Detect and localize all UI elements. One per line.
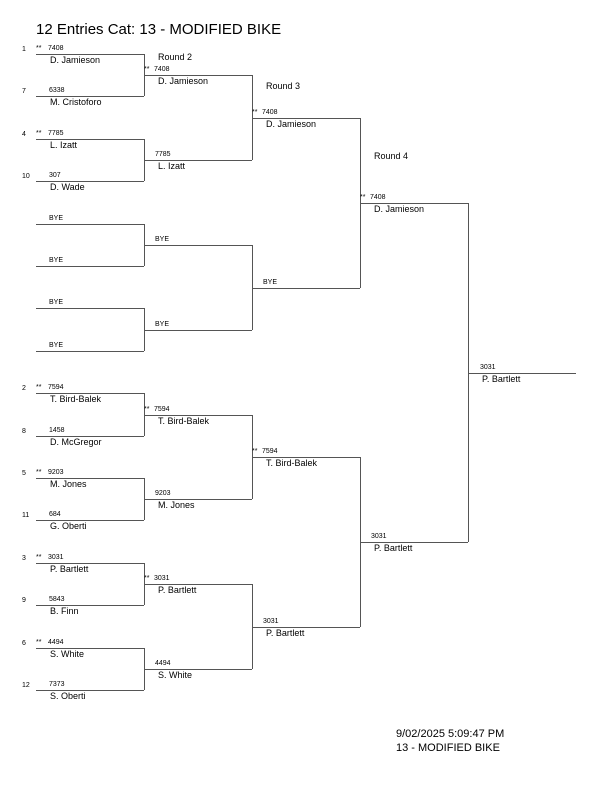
entry-number: 7408: [154, 66, 170, 73]
seed-number: 6: [22, 640, 26, 647]
entry-name: D. Jamieson: [158, 76, 209, 86]
entry-number: 7373: [49, 681, 65, 688]
entry-number: 4494: [155, 660, 171, 667]
seed-number: 4: [22, 131, 26, 138]
entry-name: S. Oberti: [50, 691, 86, 701]
bracket-line: [144, 245, 252, 246]
entry-number: BYE: [155, 321, 170, 328]
entry-number: 3031: [263, 618, 279, 625]
round-2-label: Round 2: [158, 52, 193, 62]
entry-name: S. White: [50, 649, 85, 659]
entry-number: 9203: [155, 490, 171, 497]
bracket-line: [36, 224, 144, 225]
bracket-line: [36, 266, 144, 267]
entry-name: T. Bird-Balek: [158, 416, 210, 426]
entry-number: BYE: [49, 257, 64, 264]
bracket-line: [144, 330, 252, 331]
winner-mark: **: [252, 448, 258, 455]
entry-number: BYE: [263, 279, 278, 286]
entry-name: M. Jones: [158, 500, 195, 510]
entry-name: P. Bartlett: [50, 564, 89, 574]
winner-mark: **: [252, 109, 258, 116]
entry-number: 7785: [48, 130, 64, 137]
entry-number: 7594: [48, 384, 64, 391]
entry-number: BYE: [49, 299, 64, 306]
champion-name: P. Bartlett: [482, 374, 521, 384]
entry-number: BYE: [49, 342, 64, 349]
champion-number: 3031: [480, 364, 496, 371]
winner-mark: **: [36, 384, 42, 391]
winner-mark: **: [144, 406, 150, 413]
entry-name: M. Jones: [50, 479, 87, 489]
entry-number: 3031: [371, 533, 387, 540]
entry-number: 684: [49, 511, 61, 518]
entry-name: B. Finn: [50, 606, 79, 616]
entry-number: 7408: [262, 109, 278, 116]
seed-number: 7: [22, 88, 26, 95]
winner-mark: **: [36, 469, 42, 476]
seed-number: 11: [22, 512, 30, 519]
entry-name: P. Bartlett: [374, 543, 413, 553]
seed-number: 10: [22, 173, 30, 180]
entry-name: P. Bartlett: [158, 585, 197, 595]
entry-name: D. Jamieson: [266, 119, 317, 129]
entry-number: 7785: [155, 151, 171, 158]
entry-name: D. Jamieson: [374, 204, 425, 214]
entry-number: 7594: [262, 448, 278, 455]
entry-name: D. Jamieson: [50, 55, 101, 65]
entry-name: D. Wade: [50, 182, 85, 192]
seed-number: 1: [22, 46, 26, 53]
entry-number: 3031: [154, 575, 170, 582]
entry-number: 5843: [49, 596, 65, 603]
bracket-line: [36, 308, 144, 309]
winner-mark: **: [360, 194, 366, 201]
entry-number: 307: [49, 172, 61, 179]
footer-timestamp: 9/02/2025 5:09:47 PM: [396, 728, 505, 740]
bracket-line: [36, 351, 144, 352]
footer-category: 13 - MODIFIED BIKE: [396, 742, 500, 754]
entry-name: L. Izatt: [158, 161, 186, 171]
entry-number: 3031: [48, 554, 64, 561]
seed-number: 3: [22, 555, 26, 562]
entry-number: 1458: [49, 427, 65, 434]
entry-name: S. White: [158, 670, 193, 680]
seed-number: 12: [22, 682, 30, 689]
seed-number: 5: [22, 470, 26, 477]
entry-name: D. McGregor: [50, 437, 102, 447]
winner-mark: **: [36, 130, 42, 137]
page-title: 12 Entries Cat: 13 - MODIFIED BIKE: [36, 21, 282, 38]
seed-number: 8: [22, 428, 26, 435]
entry-number: 6338: [49, 87, 65, 94]
seed-number: 2: [22, 385, 26, 392]
winner-mark: **: [144, 575, 150, 582]
entry-number: BYE: [49, 215, 64, 222]
round-3-label: Round 3: [266, 81, 301, 91]
entry-number: 7408: [48, 45, 64, 52]
bracket-line: [252, 288, 360, 289]
entry-number: 7594: [154, 406, 170, 413]
entry-name: L. Izatt: [50, 140, 78, 150]
seed-number: 9: [22, 597, 26, 604]
entry-name: G. Oberti: [50, 521, 87, 531]
entry-name: M. Cristoforo: [50, 97, 102, 107]
winner-mark: **: [36, 45, 42, 52]
entry-number: 4494: [48, 639, 64, 646]
round-4-label: Round 4: [374, 151, 409, 161]
entry-name: T. Bird-Balek: [50, 394, 102, 404]
winner-mark: **: [144, 66, 150, 73]
entry-name: P. Bartlett: [266, 628, 305, 638]
entry-name: T. Bird-Balek: [266, 458, 318, 468]
winner-mark: **: [36, 554, 42, 561]
winner-mark: **: [36, 639, 42, 646]
entry-number: 7408: [370, 194, 386, 201]
entry-number: BYE: [155, 236, 170, 243]
entry-number: 9203: [48, 469, 64, 476]
